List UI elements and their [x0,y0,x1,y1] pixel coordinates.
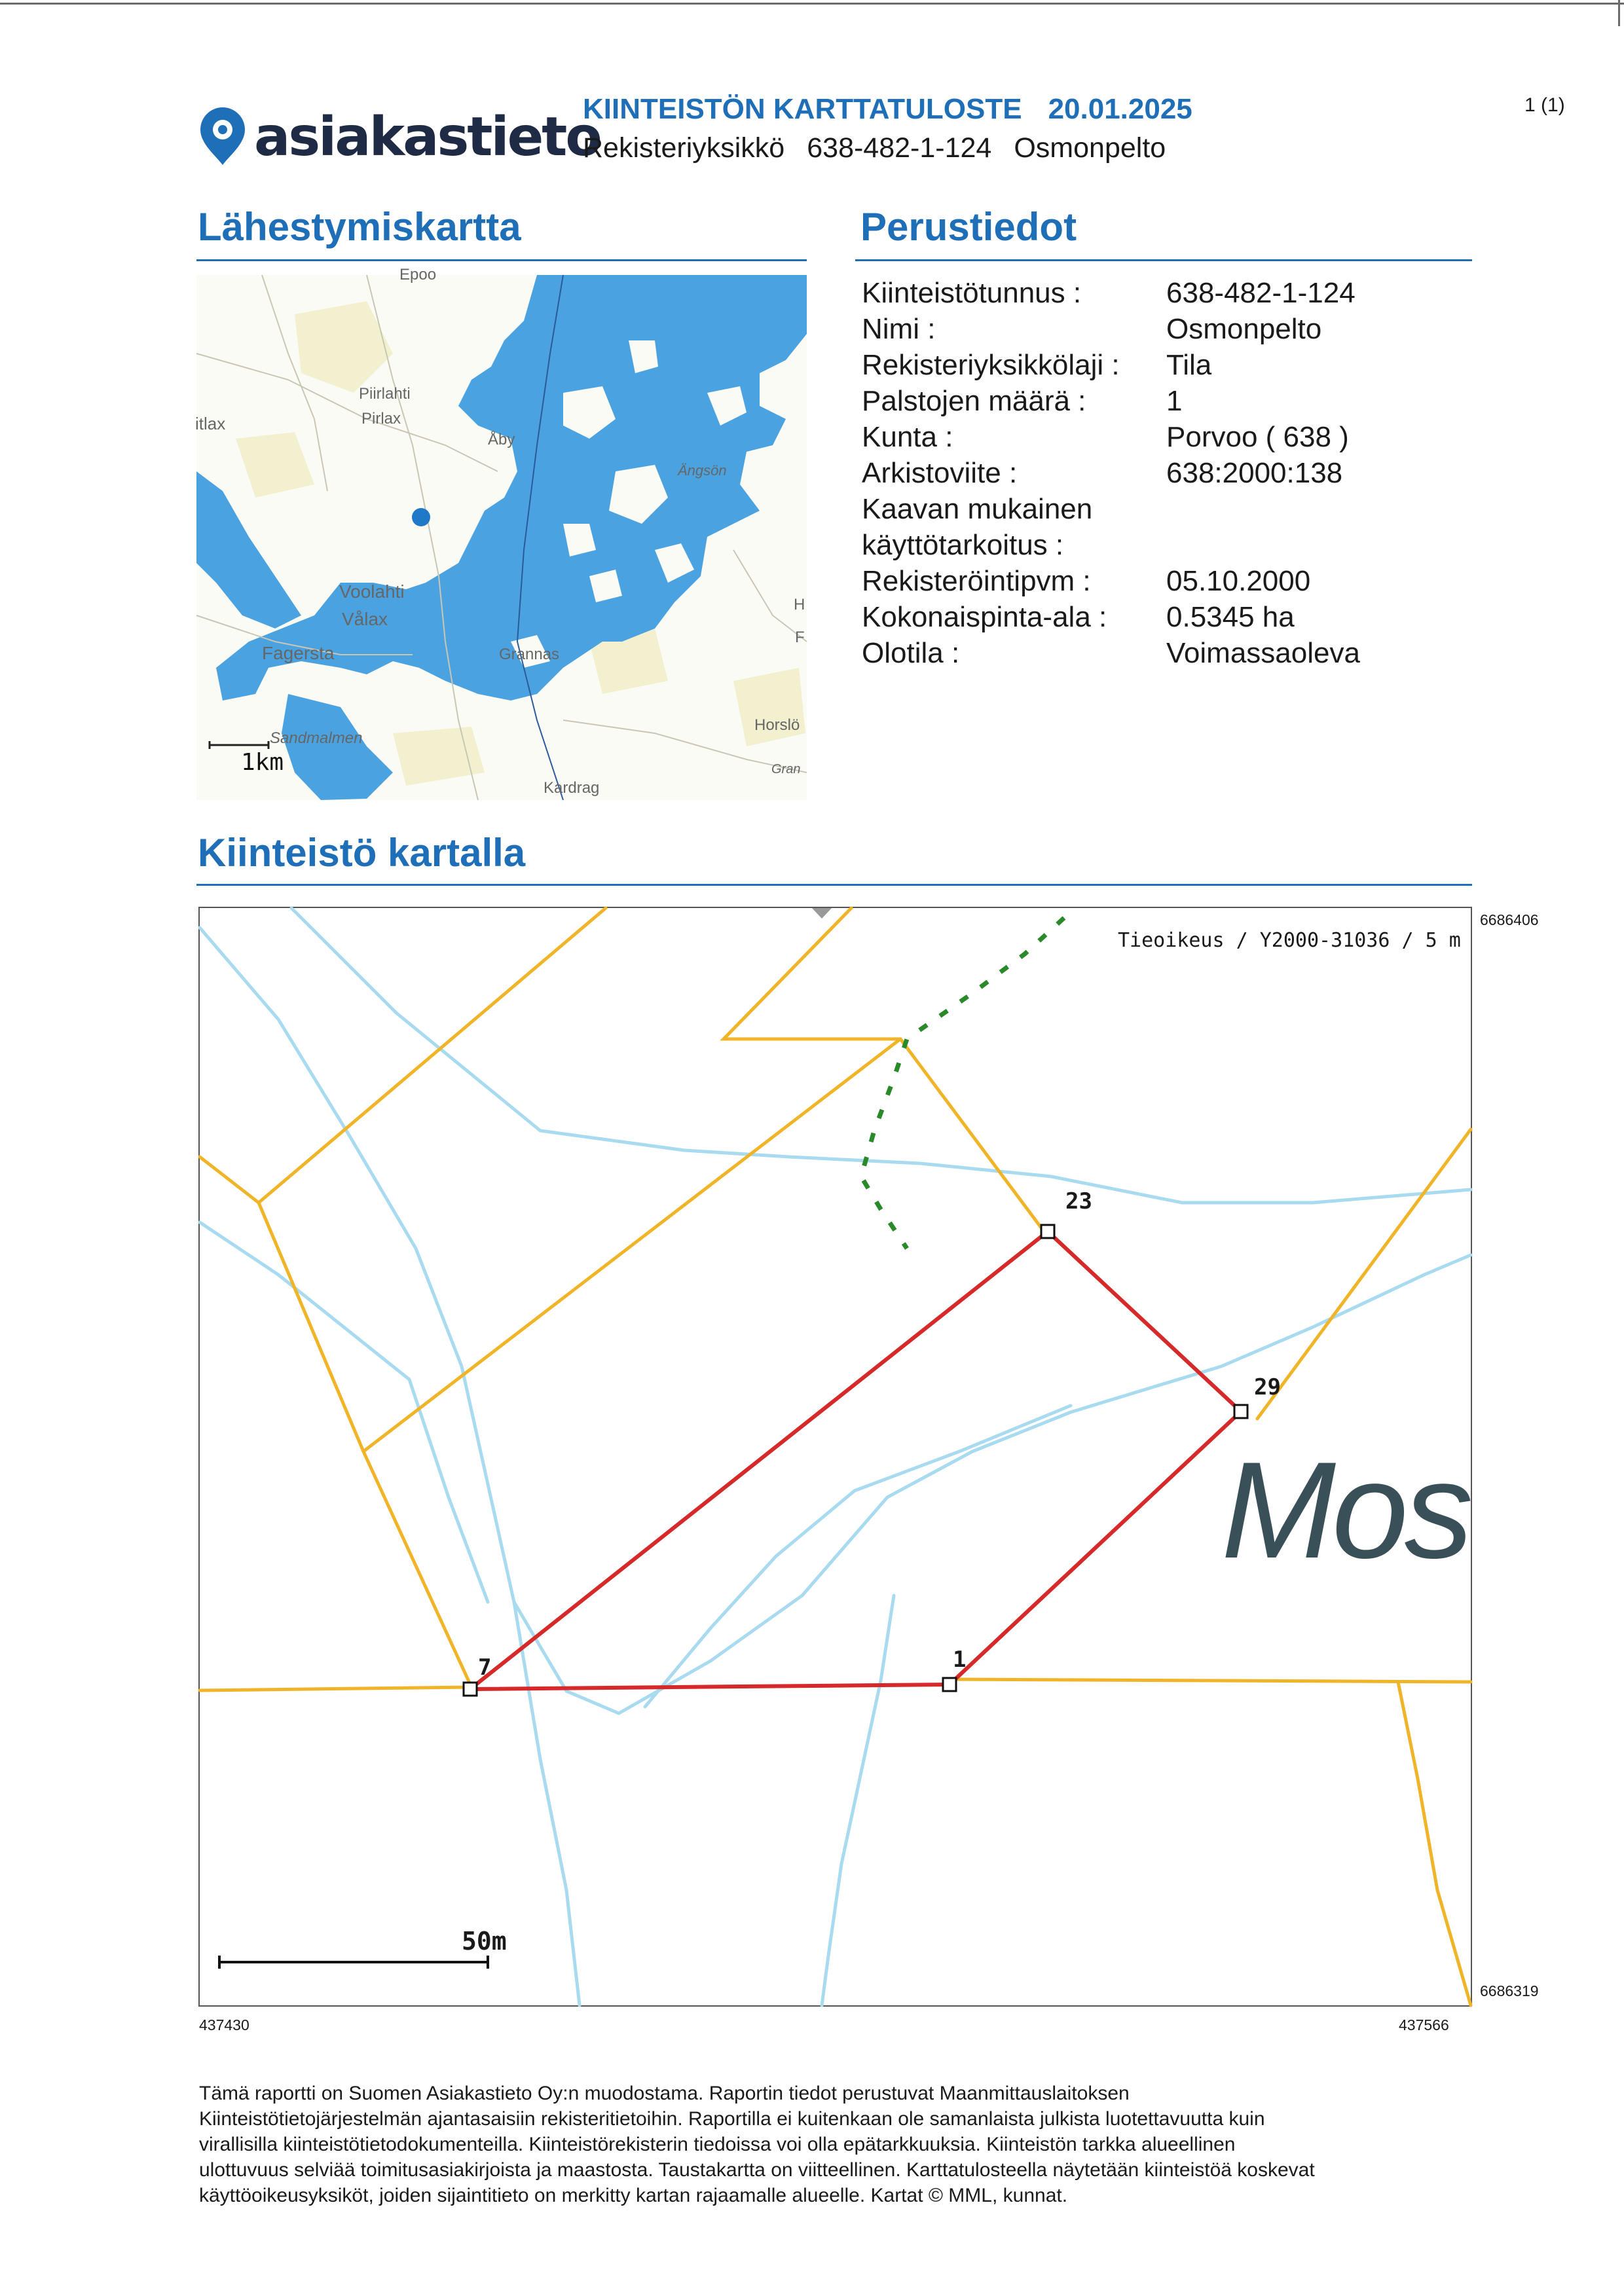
overview-map [195,266,807,800]
basic-info-table [862,275,1490,671]
info-label: Kaavan mukainen [862,493,1093,525]
label-h1: H [794,596,805,613]
label-aby: Åby [488,431,515,448]
info-row [862,563,1490,599]
label-sandmalmen: Sandmalmen [270,729,363,747]
label-gran: Gran [771,762,801,776]
report-date: 20.01.2025 [1048,93,1192,125]
info-label: Arkistoviite : [862,457,1018,489]
point-23-label: 23 [1065,1188,1092,1214]
location-pin-icon [196,105,249,170]
info-row [862,275,1490,311]
label-espoo: Epoo [399,266,437,283]
info-value: Porvoo ( 638 ) [1166,421,1349,453]
coord-top-right: 6686406 [1480,911,1539,928]
property-map-title-rule [196,884,1472,886]
info-value: 638-482-1-124 [1166,277,1356,309]
easement-label: Tieoikeus / Y2000-31036 / 5 m [1118,929,1461,952]
info-value [1166,491,1490,527]
label-angson: Ängsön [678,462,727,479]
label-voolahti: Voolahti [339,581,405,602]
property-map [198,907,1472,2007]
info-row [862,635,1490,671]
info-label: Nimi : [862,313,936,345]
disclaimer-line: Kiinteistötietojärjestelmän ajantasaisiin rekisteritietoihin. Raportilla ei kuitenkaan ole samanlaista julkista luotettavuutta kuin [199,2108,1265,2130]
property-map-title: Kiinteistö kartalla [198,831,526,875]
info-row [862,383,1490,419]
info-value: Osmonpelto [1166,313,1322,345]
area-name-label: Mos [1221,1433,1469,1587]
info-row [862,347,1490,383]
info-row [862,599,1490,635]
point-7-label: 7 [478,1654,492,1681]
info-label: Rekisteröintipvm : [862,565,1091,597]
disclaimer-line: käyttöoikeusyksiköt, joiden sijaintitieto on merkitty kartan rajaamalle alueelle. Kartat © MML, kunnat. [199,2185,1068,2206]
subtitle-id: 638-482-1-124 [807,132,992,164]
report-title [583,93,1192,126]
info-label: Olotila : [862,637,960,669]
info-value: 638:2000:138 [1166,457,1343,489]
label-kardrag: Kardrag [544,779,600,797]
asiakastieto-logo [196,105,600,170]
label-fagersta: Fagersta [262,643,335,663]
info-row [862,491,1490,527]
info-label: Rekisteriyksikkölaji : [862,349,1120,381]
disclaimer-line: virallisilla kiinteistötietodokumenteilla. Kiinteistörekisterin tiedoissa voi olla epätarkkuuksia. Kiinteistön tarkka alueellinen [199,2134,1236,2155]
label-horslo: Horslö [754,716,800,734]
subtitle-name: Osmonpelto [1014,132,1166,164]
disclaimer [199,2081,1463,2208]
info-label: Kunta : [862,421,953,453]
info-row [862,527,1490,563]
property-scale-label: 50m [462,1927,507,1956]
info-value: 05.10.2000 [1166,565,1311,597]
info-value: 0.5345 ha [1166,601,1295,633]
info-value: 1 [1166,385,1183,417]
info-label: Palstojen määrä : [862,385,1086,417]
label-pirlax: Pirlax [361,410,401,428]
overview-map-title: Lähestymiskartta [198,205,521,249]
info-row [862,311,1490,347]
info-row [862,419,1490,455]
label-grannas: Grannas [499,646,560,663]
label-itlax: itlax [195,414,226,433]
page-number: 1 (1) [1524,94,1565,116]
disclaimer-line: ulottuvuus selviää toimitusasiakirjoista ja maastosta. Taustakartta on viitteellinen. Karttatulosteella näytetään kiinteistöä koskevat [199,2159,1315,2181]
basic-info-title-rule [855,259,1472,261]
coord-bottom-right-x: 437566 [1399,2016,1449,2033]
coord-bottom-left: 437430 [199,2016,249,2033]
info-label: Kokonaispinta-ala : [862,601,1107,633]
info-row [862,455,1490,491]
scan-right-edge [1618,0,1620,26]
info-value: Voimassaoleva [1166,637,1360,669]
label-h2: F [795,629,805,646]
point-1-label: 1 [953,1647,967,1673]
area-name-clip [1221,1432,1471,1602]
point-29-label: 29 [1254,1374,1281,1400]
info-label: Kiinteistötunnus : [862,277,1082,309]
coord-bottom-right: 6686319 [1480,1982,1539,1999]
info-value: Tila [1166,349,1212,381]
info-value [1166,527,1490,563]
report-subtitle [583,132,1166,164]
scan-top-edge [0,3,1624,5]
info-label: käyttötarkoitus : [862,529,1064,561]
overview-title-rule [196,259,807,261]
basic-info-title: Perustiedot [860,205,1077,249]
subtitle-label: Rekisteriyksikkö [583,132,785,164]
disclaimer-line: Tämä raportti on Suomen Asiakastieto Oy:n muodostama. Raportin tiedot perustuvat Maanmittauslaitoksen [199,2083,1130,2104]
label-piirlahti: Piirlahti [359,385,411,403]
logo-text: asiakastieto [254,106,600,168]
overview-scale-label: 1km [241,749,284,776]
report-title-text: KIINTEISTÖN KARTTATULOSTE [583,93,1022,125]
label-valax: Vålax [342,609,388,629]
